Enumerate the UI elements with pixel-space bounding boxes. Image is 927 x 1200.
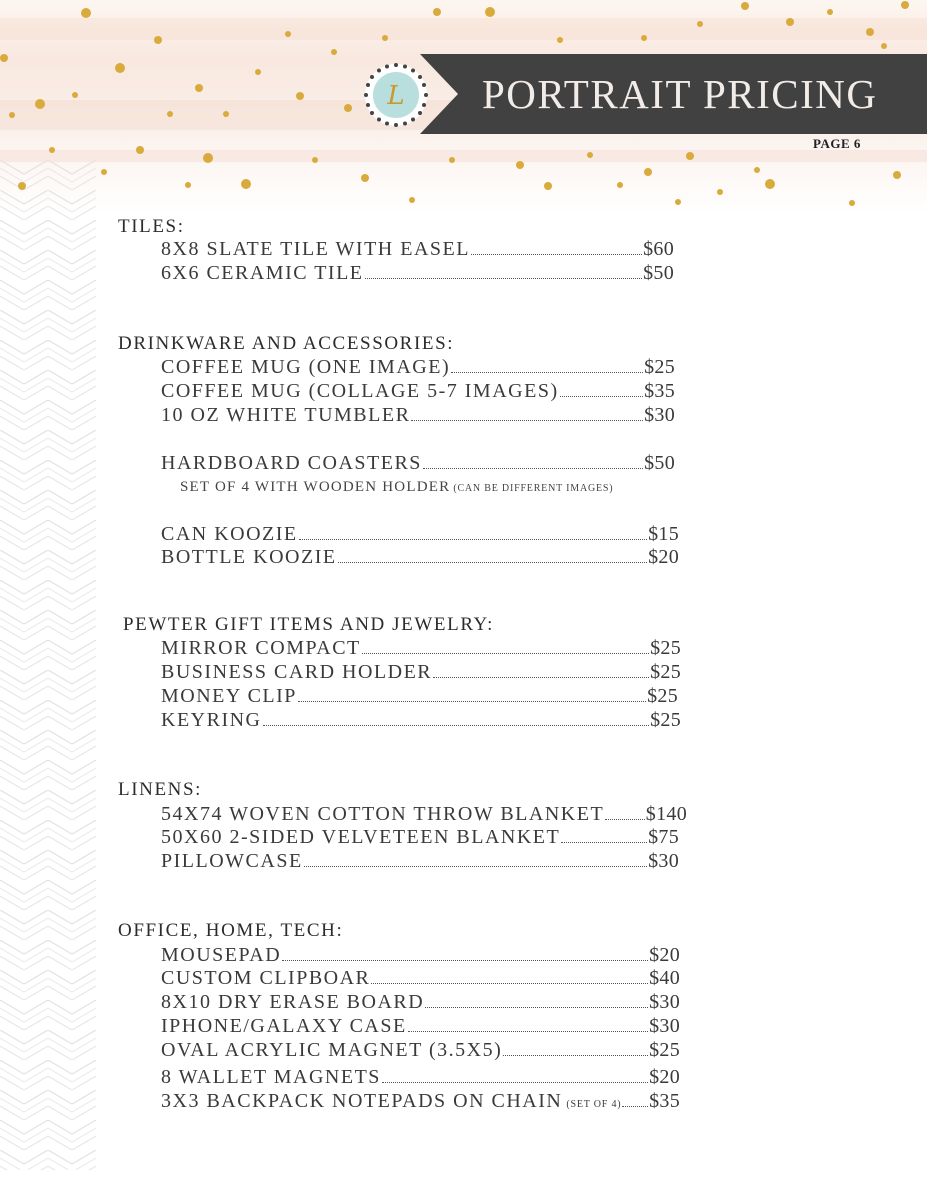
section-heading-drinkware: DRINKWARE AND ACCESSORIES: bbox=[118, 333, 455, 354]
price-row bbox=[161, 991, 680, 1015]
section-heading-linens: LINENS: bbox=[118, 779, 203, 800]
item-price: $40 bbox=[649, 967, 680, 989]
item-name: COFFEE MUG (COLLAGE 5-7 IMAGES) bbox=[161, 380, 559, 402]
item-price: $30 bbox=[648, 850, 679, 872]
item-name: KEYRING bbox=[161, 709, 262, 731]
price-row bbox=[161, 944, 680, 968]
item-name: MOUSEPAD bbox=[161, 944, 282, 966]
price-row bbox=[161, 1066, 680, 1090]
item-note bbox=[180, 479, 613, 496]
item-price: $25 bbox=[647, 685, 678, 707]
item-name: BOTTLE KOOZIE bbox=[161, 546, 337, 568]
item-name: COFFEE MUG (ONE IMAGE) bbox=[161, 356, 451, 378]
item-price: $50 bbox=[643, 262, 674, 284]
section-heading-office: OFFICE, HOME, TECH: bbox=[118, 920, 344, 941]
item-price: $30 bbox=[649, 991, 680, 1013]
page-number: PAGE 6 bbox=[813, 136, 861, 151]
item-name: 3X3 BACKPACK NOTEPADS ON CHAIN bbox=[161, 1090, 563, 1112]
item-name: CAN KOOZIE bbox=[161, 523, 298, 545]
item-price: $25 bbox=[650, 637, 681, 659]
price-row bbox=[161, 685, 678, 709]
item-price: $25 bbox=[644, 356, 675, 378]
item-price: $15 bbox=[648, 523, 679, 545]
price-row bbox=[161, 826, 679, 850]
note-text: SET OF 4 WITH WOODEN HOLDER bbox=[180, 479, 451, 495]
item-name: 8 WALLET MAGNETS bbox=[161, 1066, 381, 1088]
section-heading-tiles: TILES: bbox=[118, 216, 185, 237]
item-price: $75 bbox=[648, 826, 679, 848]
item-price: $30 bbox=[649, 1015, 680, 1037]
item-name: OVAL ACRYLIC MAGNET (3.5X5) bbox=[161, 1039, 503, 1061]
logo-letter: L bbox=[387, 81, 405, 111]
item-price: $140 bbox=[645, 803, 687, 825]
item-price: $25 bbox=[649, 1039, 680, 1061]
page-title: PORTRAIT PRICING bbox=[482, 71, 878, 117]
price-row bbox=[161, 546, 679, 570]
item-price: $25 bbox=[650, 709, 681, 731]
item-price: $35 bbox=[649, 1090, 680, 1112]
item-name: 54X74 WOVEN COTTON THROW BLANKET bbox=[161, 803, 605, 825]
section-heading-pewter: PEWTER GIFT ITEMS AND JEWELRY: bbox=[123, 614, 495, 635]
item-price: $20 bbox=[649, 944, 680, 966]
item-price: $60 bbox=[643, 238, 674, 260]
price-row bbox=[161, 637, 681, 661]
item-name: 10 OZ WHITE TUMBLER bbox=[161, 404, 411, 426]
item-name: PILLOWCASE bbox=[161, 850, 303, 872]
item-name: IPHONE/GALAXY CASE bbox=[161, 1015, 407, 1037]
item-name: 8X10 DRY ERASE BOARD bbox=[161, 991, 425, 1013]
price-row bbox=[161, 262, 674, 286]
price-row bbox=[161, 380, 675, 404]
note-small: (CAN BE DIFFERENT IMAGES) bbox=[453, 483, 614, 494]
item-price: $50 bbox=[644, 452, 675, 474]
item-qualifier: (SET OF 4) bbox=[566, 1099, 622, 1110]
price-row bbox=[161, 709, 681, 733]
item-price: $20 bbox=[648, 546, 679, 568]
price-row bbox=[161, 356, 675, 380]
price-row bbox=[161, 1015, 680, 1039]
item-price: $20 bbox=[649, 1066, 680, 1088]
price-row bbox=[161, 850, 679, 874]
item-name: 8X8 SLATE TILE WITH EASEL bbox=[161, 238, 470, 260]
item-price: $25 bbox=[650, 661, 681, 683]
item-name: HARDBOARD COASTERS bbox=[161, 452, 422, 474]
item-name: CUSTOM CLIPBOAR bbox=[161, 967, 371, 989]
item-price: $35 bbox=[644, 380, 675, 402]
item-name: 6X6 CERAMIC TILE bbox=[161, 262, 364, 284]
item-price: $30 bbox=[644, 404, 675, 426]
item-name: MIRROR COMPACT bbox=[161, 637, 361, 659]
price-row bbox=[161, 803, 687, 827]
price-row bbox=[161, 452, 675, 476]
price-row bbox=[161, 1039, 680, 1063]
item-name: MONEY CLIP bbox=[161, 685, 297, 707]
price-row bbox=[161, 967, 680, 991]
item-name: BUSINESS CARD HOLDER bbox=[161, 661, 433, 683]
price-row bbox=[161, 404, 675, 428]
item-name: 50X60 2-SIDED VELVETEEN BLANKET bbox=[161, 826, 561, 848]
price-row bbox=[161, 661, 681, 685]
price-row bbox=[161, 1090, 680, 1114]
price-row bbox=[161, 238, 674, 262]
price-row bbox=[161, 523, 679, 547]
